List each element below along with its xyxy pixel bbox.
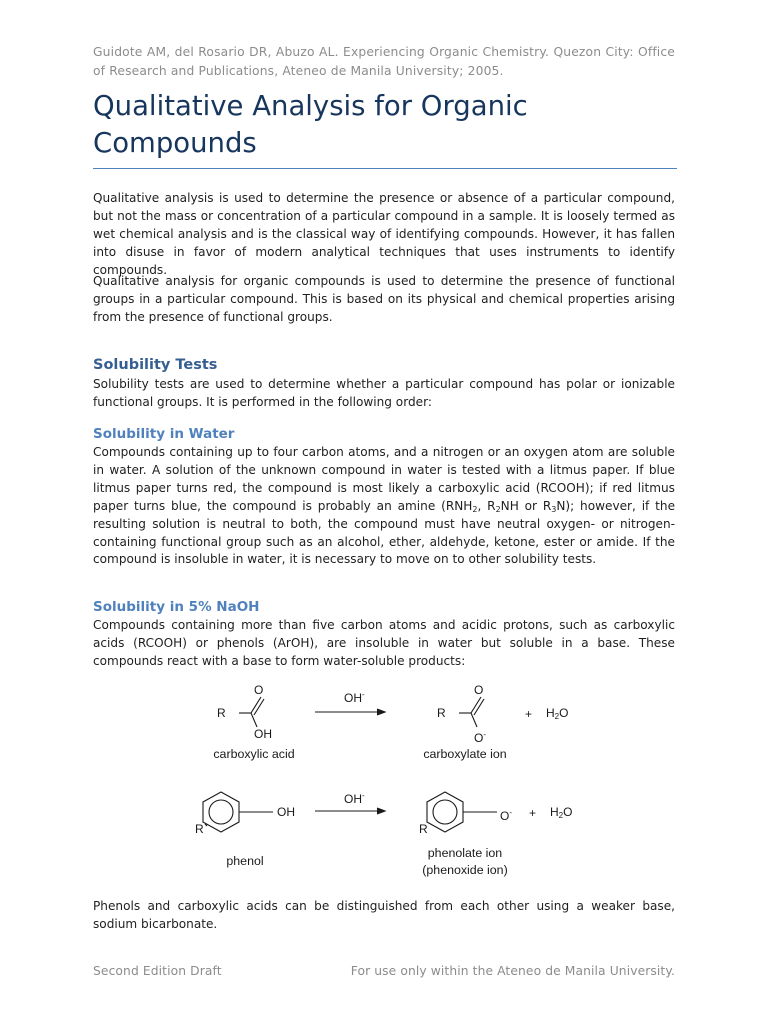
atom-oh-1: OH	[254, 727, 272, 741]
solubility-naoh-text: Compounds containing more than five carbon atoms and acidic protons, such as carboxylic acids (RCOOH) or phenols (ArOH), are insoluble in water but soluble in a base. These compounds react with a base to form water-soluble products:	[93, 618, 675, 668]
atom-ominus-2: O-	[500, 808, 513, 823]
reagent-oh-2: OH-	[344, 791, 365, 806]
footer-right: For use only within the Ateneo de Manila University.	[350, 964, 675, 978]
phenol-label: phenol	[226, 854, 264, 868]
solubility-tests-text: Solubility tests are used to determine whether a particular compound has polar or ionizable functional groups. It is performed in the following order:	[93, 377, 675, 409]
phenol-ring-inner	[209, 800, 233, 824]
bond-c-ominus	[471, 713, 477, 727]
phenolate-ring	[427, 792, 463, 832]
solubility-naoh-heading: Solubility in 5% NaOH	[93, 599, 260, 615]
phenol-ring	[203, 792, 239, 832]
solubility-water-heading: Solubility in Water	[93, 426, 235, 442]
bond-c-o-double-2	[254, 699, 264, 715]
carboxylate-ion-label: carboxylate ion	[423, 747, 507, 761]
solubility-tests-heading: Solubility Tests	[93, 357, 218, 373]
reagent-oh-1: OH-	[344, 690, 365, 705]
atom-ominus-1: O-	[474, 730, 487, 745]
atom-r-2: R	[437, 706, 446, 720]
water-2: $H_2O$	[550, 805, 573, 820]
atom-o-2: O	[474, 683, 484, 697]
phenolate-ion-label: phenolate ion (phenoxide ion)	[422, 846, 508, 877]
atom-r-1: R	[217, 706, 226, 720]
footer-left: Second Edition Draft	[93, 964, 222, 978]
atom-r-4: R	[419, 822, 428, 836]
bond-c-o-double-1	[251, 697, 261, 713]
intro-paragraph-2: Qualitative analysis for organic compounds is used to determine the presence of functional groups in a particular compound. This is based on its physical and chemical properties arising from the presence of functional groups.	[93, 274, 675, 324]
bond-c-oh	[251, 713, 257, 727]
water-1: $H_2O$	[546, 706, 569, 721]
plus-sign-1: +	[525, 707, 533, 721]
reaction-structures	[93, 680, 675, 880]
phenolate-ring-inner	[433, 800, 457, 824]
atom-oh-2: OH	[277, 805, 295, 819]
atom-r-3: R	[195, 822, 204, 836]
reaction-arrow-1-head	[377, 709, 385, 715]
bond-c-o-double-4	[474, 699, 484, 715]
reaction-diagram	[93, 680, 675, 880]
page-title: Qualitative Analysis for Organic Compounds	[93, 90, 528, 159]
title-divider	[93, 168, 677, 169]
citation: Guidote AM, del Rosario DR, Abuzo AL. Experiencing Organic Chemistry. Quezon City: Office of Research and Publications, Ateneo de Manila University; 2005.	[93, 45, 675, 78]
reaction-arrow-2-head	[377, 808, 385, 814]
plus-sign-2: +	[529, 806, 537, 820]
atom-o-1: O	[254, 683, 264, 697]
solubility-water-text: Compounds containing up to four carbon atoms, and a nitrogen or an oxygen atom are soluble in water. A solution of the unknown compound in water is tested with a litmus paper. If blue litmus paper turns red, the compound is most likely a carboxylic acid (RCOOH); if red litmus paper turns blue, the compound is probably an amine ($RNH_2$, $R_2NH$ or $R_3N$); however, if the resulting solution is neutral to both, the compound must have neutral oxygen- or nitrogen-containing functional group such as an alcohol, ether, aldehyde, ketone, ester or amide. If the compound is insoluble in water, it is necessary to move on to other solubility tests.	[93, 445, 676, 567]
carboxylic-acid-label: carboxylic acid	[213, 747, 295, 761]
closing-paragraph: Phenols and carboxylic acids can be distinguished from each other using a weaker base, sodium bicarbonate.	[93, 899, 675, 931]
bond-c-o-double-3	[471, 697, 481, 713]
intro-paragraph-1: Qualitative analysis is used to determine the presence or absence of a particular compound, but not the mass or concentration of a particular compound in a sample. It is loosely termed as wet chemical analysis and is the classical way of identifying compounds. However, it has fallen into disuse in favor of modern analytical techniques that uses instruments to identify compounds.	[93, 191, 675, 277]
